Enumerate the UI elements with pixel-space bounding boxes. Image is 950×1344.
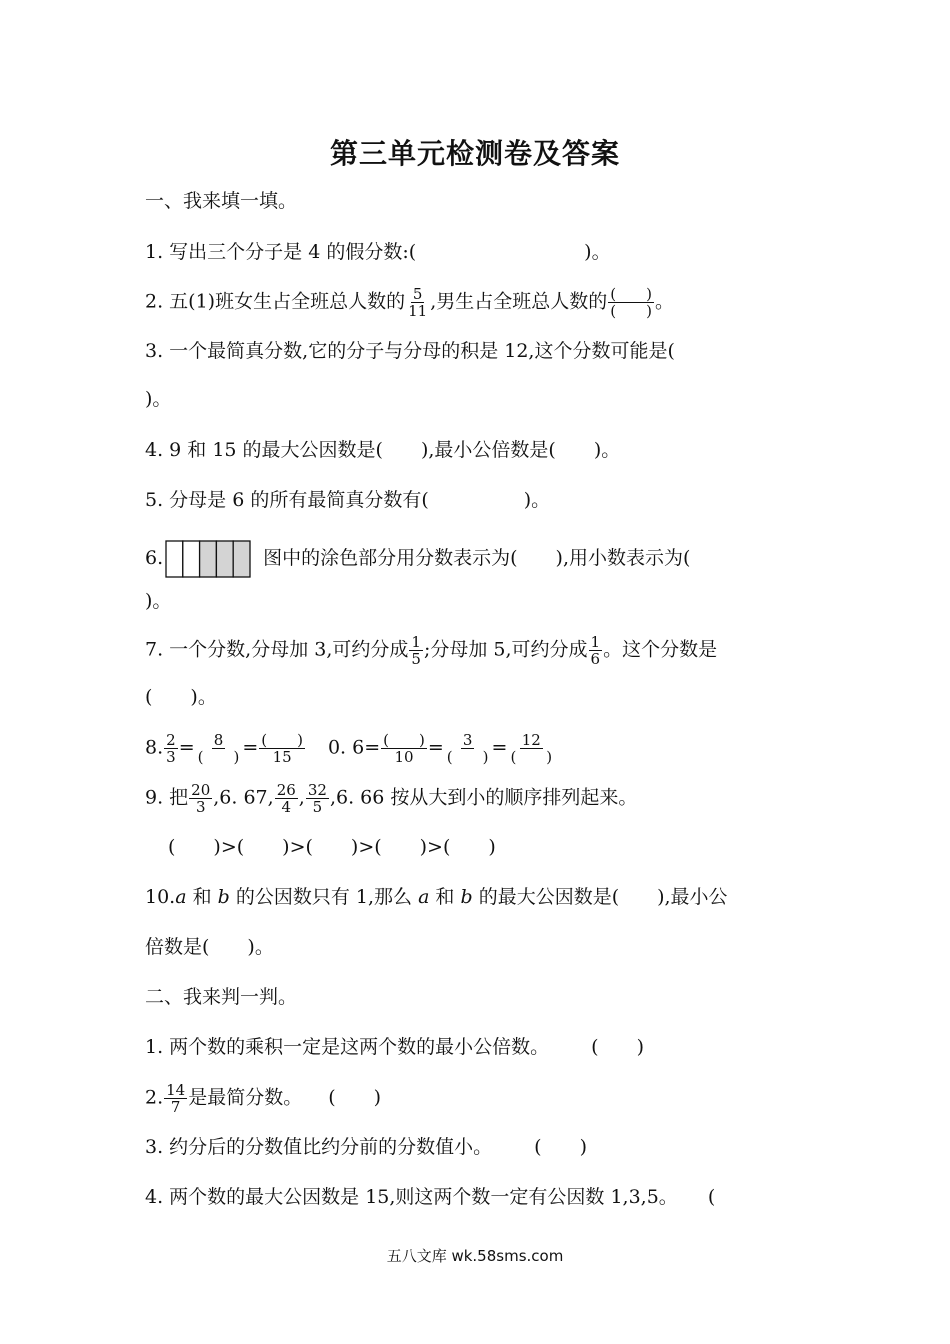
question-9 [145, 782, 637, 815]
question-text: 和 [186, 886, 218, 908]
fraction: $\frac{3}{( )}$ [446, 731, 489, 766]
question-7-line2: ( )。 [145, 686, 217, 708]
shaded-cell [217, 541, 234, 577]
judge-4 [145, 1184, 715, 1210]
judge-1 [145, 1034, 644, 1060]
question-text: 。这个分数是 [603, 638, 718, 661]
fraction: $\frac{5}{11}$ [408, 285, 428, 320]
equals-sign: = [178, 736, 195, 759]
question-text: ,男生占全班总人数的 [430, 290, 608, 313]
judge-3 [145, 1134, 587, 1160]
question-text: ,6. 67, [213, 786, 274, 809]
shaded-rectangle-figure [165, 540, 251, 578]
question-10-line2: 倍数是( )。 [145, 936, 274, 958]
answer-fraction-blank: $\frac{( )}{( )}$ [610, 285, 652, 320]
question-1 [145, 239, 611, 265]
question-3-line1: 3. 一个最简真分数,它的分子与分母的积是 12,这个分数可能是( [145, 340, 675, 362]
judge-2 [145, 1082, 381, 1115]
page-title: 第三单元检测卷及答案 [329, 137, 620, 170]
question-6 [145, 540, 690, 578]
variable-b: b [217, 886, 230, 908]
question-tail: )。 [584, 241, 611, 263]
section-heading-fill: 一、我来填一填。 [145, 190, 298, 212]
fraction: $\frac{2}{3}$ [166, 731, 176, 766]
question-number: 10. [145, 886, 176, 908]
question-5: 5. 分母是 6 的所有最简真分数有( )。 [145, 489, 551, 511]
decimal-text: 0. 6= [327, 736, 381, 759]
answer-paren: ( ) [534, 1136, 587, 1158]
question-number: 8. [145, 736, 164, 759]
variable-a: a [175, 886, 187, 908]
unshaded-cell [183, 541, 200, 577]
section-heading-judge: 二、我来判一判。 [145, 986, 298, 1008]
question-6-line2: )。 [145, 590, 172, 612]
fraction: $\frac{1}{6}$ [590, 633, 601, 668]
question-number: 6. [145, 547, 164, 569]
question-3-line2: )。 [145, 388, 172, 410]
question-text: 2. 五(1)班女生占全班总人数的 [145, 290, 406, 313]
fraction: $\frac{14}{7}$ [166, 1081, 186, 1116]
fraction: $\frac{20}{3}$ [191, 781, 211, 816]
question-text: 图中的涂色部分用分数表示为( ),用小数表示为( [263, 547, 691, 569]
question-tail: 。 [654, 290, 674, 313]
question-text: 9. 把 [145, 786, 189, 809]
variable-b: b [460, 886, 473, 908]
equals-sign: = [242, 736, 259, 759]
question-text: 的最大公因数是( ),最小公 [472, 886, 728, 908]
separator: , [298, 786, 305, 809]
equals-sign: = [427, 736, 444, 759]
question-7 [145, 634, 717, 667]
unshaded-cell [166, 541, 183, 577]
question-9-ordering: ( )>( )>( )>( )>( ) [168, 836, 496, 858]
equals-sign: = [491, 736, 508, 759]
fraction: $\frac{8}{( )}$ [197, 731, 240, 766]
question-text: 1. 两个数的乘积一定是这两个数的最小公倍数。 [145, 1036, 550, 1058]
fraction: $\frac{1}{5}$ [411, 633, 421, 668]
question-text: 的公因数只有 1,那么 [229, 886, 419, 908]
shaded-cell [233, 541, 250, 577]
question-2 [145, 286, 674, 319]
question-text: 4. 两个数的最大公因数是 15,则这两个数一定有公因数 1,3,5。 [145, 1186, 678, 1208]
question-8 [145, 732, 555, 765]
question-text: ;分母加 5,可约分成 [423, 638, 588, 661]
question-text: 和 [429, 886, 461, 908]
variable-a: a [418, 886, 430, 908]
question-text: 7. 一个分数,分母加 3,可约分成 [145, 638, 409, 661]
question-10 [145, 884, 728, 910]
shaded-cell [200, 541, 217, 577]
question-text: 是最简分数。 [188, 1086, 303, 1109]
question-4: 4. 9 和 15 的最大公因数是( ),最小公倍数是( )。 [145, 439, 621, 461]
footer-watermark: 五八文库 wk.58sms.com [386, 1247, 564, 1265]
fraction: $\frac{( )}{15}$ [261, 731, 303, 766]
fraction: $\frac{26}{4}$ [276, 781, 296, 816]
fraction: $\frac{12}{( )}$ [510, 731, 553, 766]
answer-paren: ( ) [591, 1036, 644, 1058]
question-text: 1. 写出三个分子是 4 的假分数:( [145, 241, 417, 263]
answer-paren: ( ) [328, 1086, 382, 1109]
fraction: $\frac{32}{5}$ [307, 781, 327, 816]
answer-paren: ( [707, 1186, 716, 1208]
question-text: 3. 约分后的分数值比约分前的分数值小。 [145, 1136, 493, 1158]
question-number: 2. [145, 1086, 164, 1109]
question-text: ,6. 66 按从大到小的顺序排列起来。 [329, 786, 638, 809]
fraction: $\frac{( )}{10}$ [383, 731, 425, 766]
